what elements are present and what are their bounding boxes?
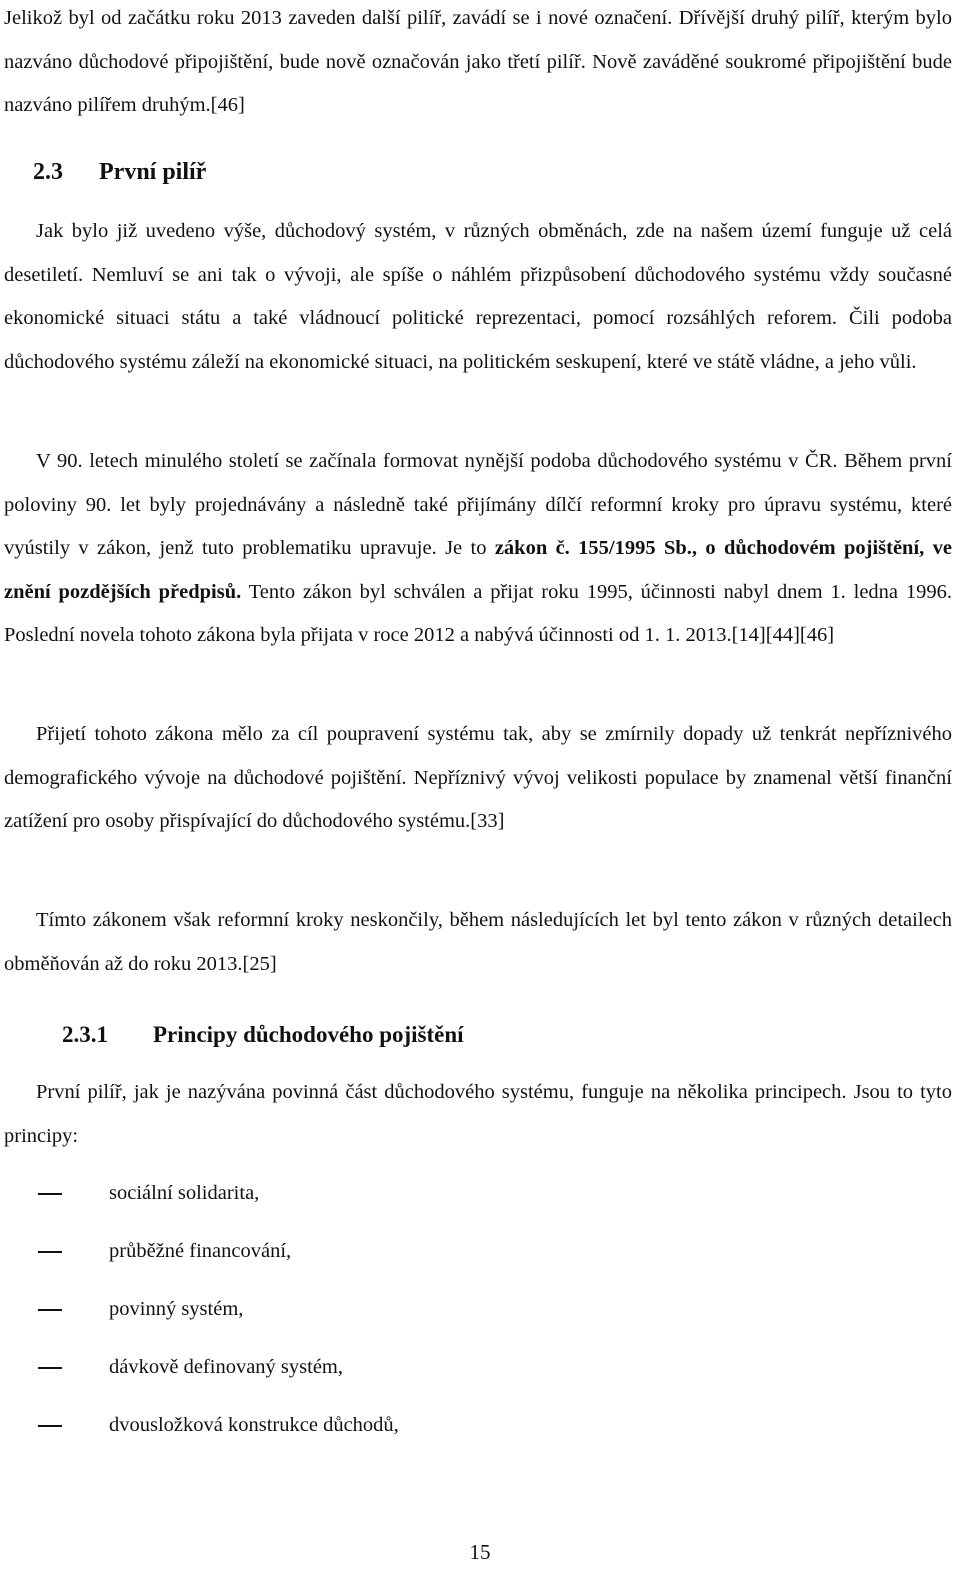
paragraph-law-155 (4, 440, 952, 658)
law-name-bold: zákon č. 155/1995 Sb., o důchodovém pojištění, ve znění pozdějších předpisů. (4, 537, 952, 603)
paragraph-law-goal: Přijetí tohoto zákona mělo za cíl poupravení systému tak, aby se zmírnily dopady už tenkrát nepříznivého demografického vývoje na důchodové pojištění. Nepříznivý vývoj velikosti populace by znamenal větší finanční zatížení pro osoby přispívající do důchodového systému.[33] (4, 723, 952, 832)
list-item-text: povinný systém, (109, 1298, 244, 1320)
section-heading-2-3-1 (62, 1020, 464, 1050)
paragraph-intro: Jelikož byl od začátku roku 2013 zaveden další pilíř, zavádí se i nové označení. Dřívější druhý pilíř, kterým bylo nazváno důchodové připojištění, bude nově označován jako třetí pilíř. Nově zaváděné soukromé připojištění bude nazváno pilířem druhým.[46] (4, 7, 952, 116)
section-heading-2-3 (33, 157, 206, 187)
list-item-text: dvousložková konstrukce důchodů, (109, 1414, 399, 1436)
law-text-after: Tento zákon byl schválen a přijat roku 1995, účinnosti nabyl dnem 1. ledna 1996. Poslední novela tohoto zákona byla přijata v roce 2012 a nabývá účinnosti od 1. 1. 2013.[14][44][46] (4, 580, 952, 646)
law-text-before: V 90. letech minulého století se začínala formovat nynější podoba důchodového systému v ČR. Během první poloviny 90. let byly projednávány a následně také přijímány dílčí reformní kroky pro úpravu systému, které vyústily v zákon, jenž tuto problematiku upravuje. Je to (4, 450, 952, 559)
section-title: První pilíř (99, 159, 207, 185)
subsection-title: Principy důchodového pojištění (153, 1022, 464, 1047)
dash-bullet-icon (38, 1425, 62, 1427)
subsection-number: 2.3.1 (62, 1022, 108, 1047)
paragraph-further-changes: Tímto zákonem však reformní kroky neskončily, během následujících let byl tento zákon v různých detailech obměňován až do roku 2013.[25] (4, 909, 952, 975)
dash-bullet-icon (38, 1251, 62, 1253)
dash-bullet-icon (38, 1367, 62, 1369)
list-item-text: sociální solidarita, (109, 1182, 260, 1204)
list-item-text: dávkově definovaný systém, (109, 1356, 343, 1378)
page-number: 15 (469, 1540, 491, 1564)
section-number: 2.3 (33, 159, 63, 185)
dash-bullet-icon (38, 1309, 62, 1311)
dash-bullet-icon (38, 1193, 62, 1195)
paragraph-system-history: Jak bylo již uvedeno výše, důchodový systém, v různých obměnách, zde na našem území funguje už celá desetiletí. Nemluví se ani tak o vývoji, ale spíše o náhlém přizpůsobení důchodového systému vždy současné ekonomické situaci státu a také vládnoucí politické reprezentaci, pomocí rozsáhlých reforem. Čili podoba důchodového systému záleží na ekonomické situaci, na politickém seskupení, které ve státě vládne, a jeho vůli. (4, 220, 952, 373)
list-item-text: průběžné financování, (109, 1240, 292, 1262)
paragraph-principles-intro: První pilíř, jak je nazývána povinná část důchodového systému, funguje na několika principech. Jsou to tyto principy: (4, 1081, 952, 1147)
